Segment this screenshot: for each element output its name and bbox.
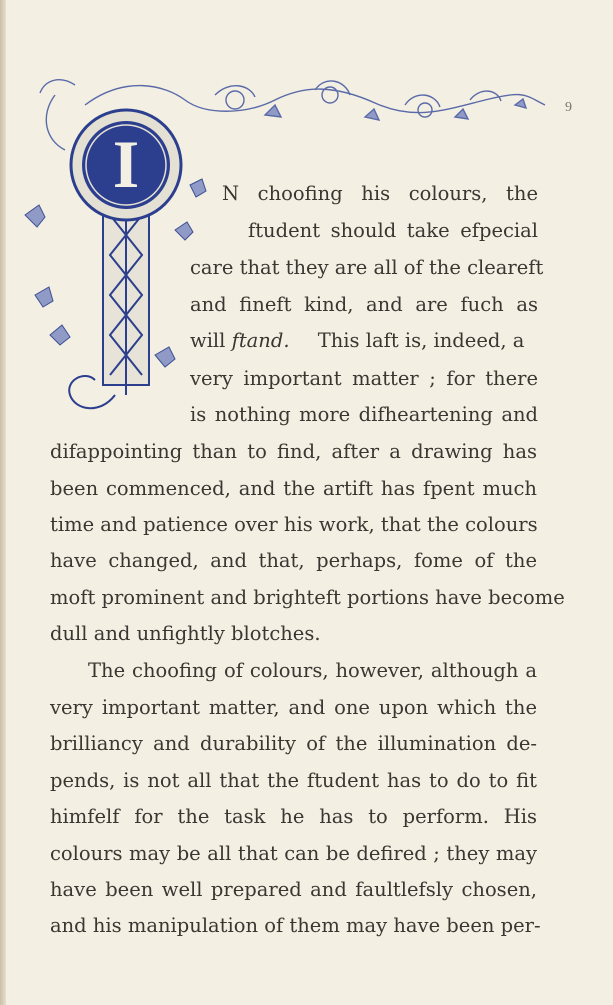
text-line: have been well prepared and faultlefsly chosen,	[50, 878, 537, 901]
text-line: colours may be all that can be defired ; they may	[50, 842, 537, 865]
text-fragment: will	[190, 329, 226, 352]
text-line: very important matter ; for there	[190, 367, 538, 390]
text-line: N choofing his colours, the	[222, 182, 538, 205]
italic-word: ftand.	[231, 329, 290, 352]
text-line: been commenced, and the artift has fpent much	[50, 477, 537, 500]
text-line	[190, 327, 538, 355]
text-line: and his manipulation of them may have been per-	[50, 914, 541, 937]
page-number: 9	[565, 100, 572, 115]
text-line: very important matter, and one upon which the	[50, 696, 537, 719]
text-line: dull and unfightly blotches.	[50, 622, 321, 645]
initial-letter: I	[112, 126, 140, 202]
page-edge	[0, 0, 6, 1005]
text-line: brilliancy and durability of the illumination de-	[50, 732, 537, 755]
text-fragment: This laft is, indeed, a	[317, 329, 525, 352]
text-line: moft prominent and brighteft portions have become	[50, 586, 565, 609]
text-line: himfelf for the task he has to perform. His	[50, 805, 537, 828]
text-line: have changed, and that, perhaps, fome of the	[50, 549, 537, 572]
initial-pillar	[103, 205, 149, 395]
text-line: is nothing more difheartening and	[190, 403, 538, 426]
text-line: ftudent should take efpecial	[248, 219, 538, 242]
text-line: and fineft kind, and are fuch as	[190, 293, 538, 316]
text-line: difappointing than to find, after a drawing has	[50, 440, 537, 463]
text-line: The choofing of colours, however, although a	[88, 659, 537, 682]
text-line: pends, is not all that the ftudent has to do to fit	[50, 769, 537, 792]
text-line: care that they are all of the cleareft	[190, 256, 544, 279]
text-line: time and patience over his work, that the colours	[50, 513, 538, 536]
